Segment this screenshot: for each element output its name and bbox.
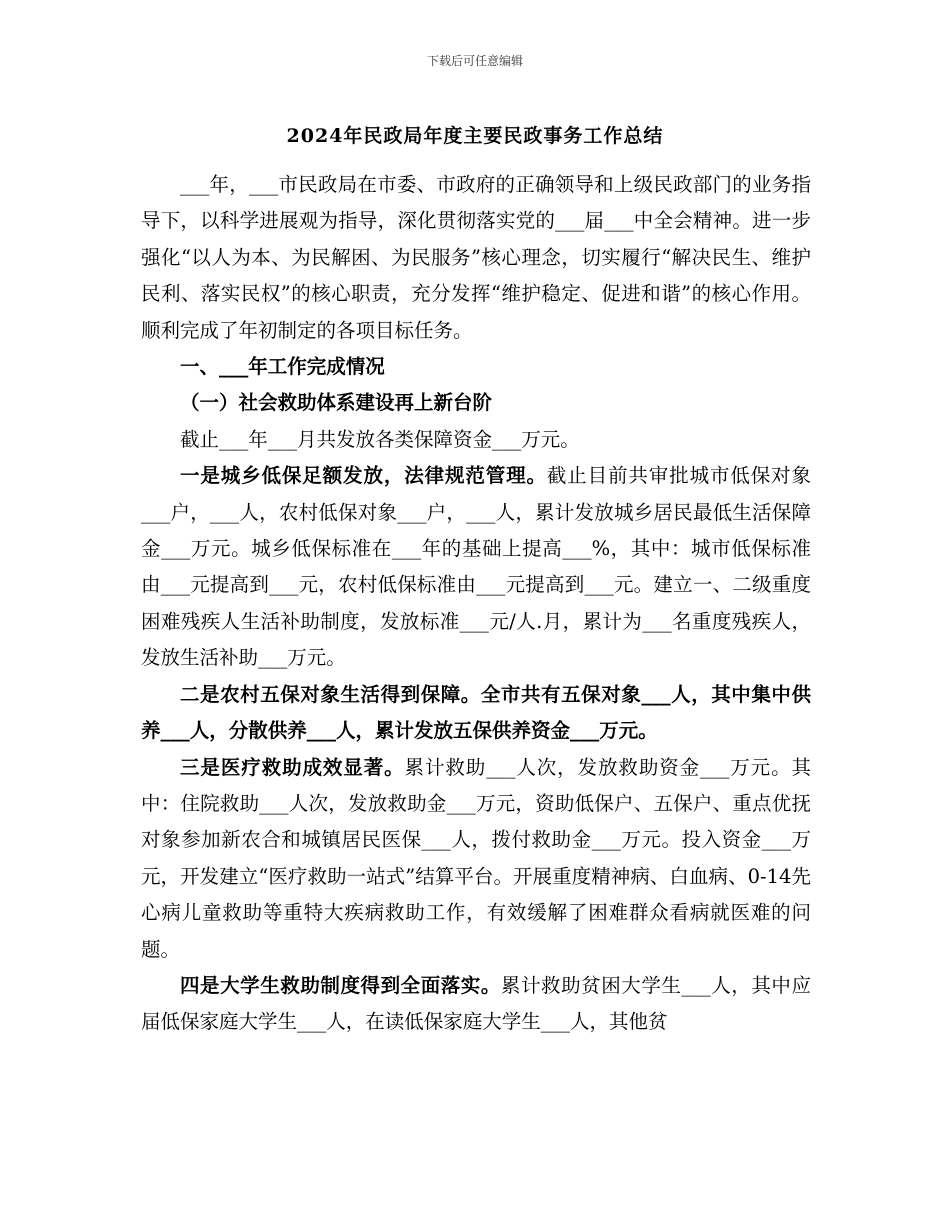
item-paragraph-2 (141, 677, 811, 750)
document-title: 2024年民政局年度主要民政事务工作总结 (286, 125, 664, 147)
item-lead-1: 一是城乡低保足额发放，法律规范管理。 (180, 464, 547, 488)
item-lead-3: 三是医疗救助成效显著。 (180, 755, 405, 779)
item-text-3: 累计救助___人次，发放救助资金___万元。其中：住院救助___人次，发放救助金___万元，资助低保户、五保户、重点优抚对象参加新农合和城镇居民医保___人，拨付救助金___万元。投入资金___万元，开发建立“医疗救助一站式”结算平台。开展重度精神病、白血病、0-14先心病儿童救助等重特大疾病救助工作，有效缓解了困难群众看病就医难的问题。 (141, 755, 811, 961)
subsection-heading: （一）社会救助体系建设再上新台阶 (180, 391, 493, 415)
intro-paragraph: ___年，___市民政局在市委、市政府的正确领导和上级民政部门的业务指导下，以科学进展观为指导，深化贯彻落实党的___届___中全会精神。进一步强化“以人为本、为民解困、为民服务”核心理念，切实履行“解决民生、维护民利、落实民权”的核心职责，充分发挥“维护稳定、促进和谐”的核心作用。顺利完成了年初制定的各项目标任务。 (141, 173, 811, 342)
item-lead-2: 二是农村五保对象生活得到保障。全市共有五保对象___人，其中集中供养___人，分散供养___人，累计发放五保供养资金___万元。 (141, 682, 811, 743)
document-body (141, 167, 811, 1041)
item-paragraph-1 (141, 458, 811, 676)
item-lead-4: 四是大学生救助制度得到全面落实。 (180, 973, 501, 997)
item-paragraph-4 (141, 968, 811, 1041)
section-heading: 一、___年工作完成情况 (180, 355, 385, 379)
page-header-note: 下载后可任意编辑 (426, 54, 523, 68)
summary-paragraph: 截止___年___月共发放各类保障资金___万元。 (180, 427, 580, 451)
item-paragraph-3 (141, 750, 811, 968)
item-text-4: 累计救助贫困大学生___人，其中应届低保家庭大学生___人，在读低保家庭大学生___人，其他贫 (141, 973, 811, 1034)
item-text-1: 截止目前共审批城市低保对象___户，___人，农村低保对象___户，___人，累计发放城乡居民最低生活保障金___万元。城乡低保标准在___年的基础上提高___%，其中：城市低保标准由___元提高到___元，农村低保标准由___元提高到___元。建立一、二级重度困难残疾人生活补助制度，发放标准___元/人.月，累计为___名重度残疾人，发放生活补助___万元。 (141, 464, 811, 670)
